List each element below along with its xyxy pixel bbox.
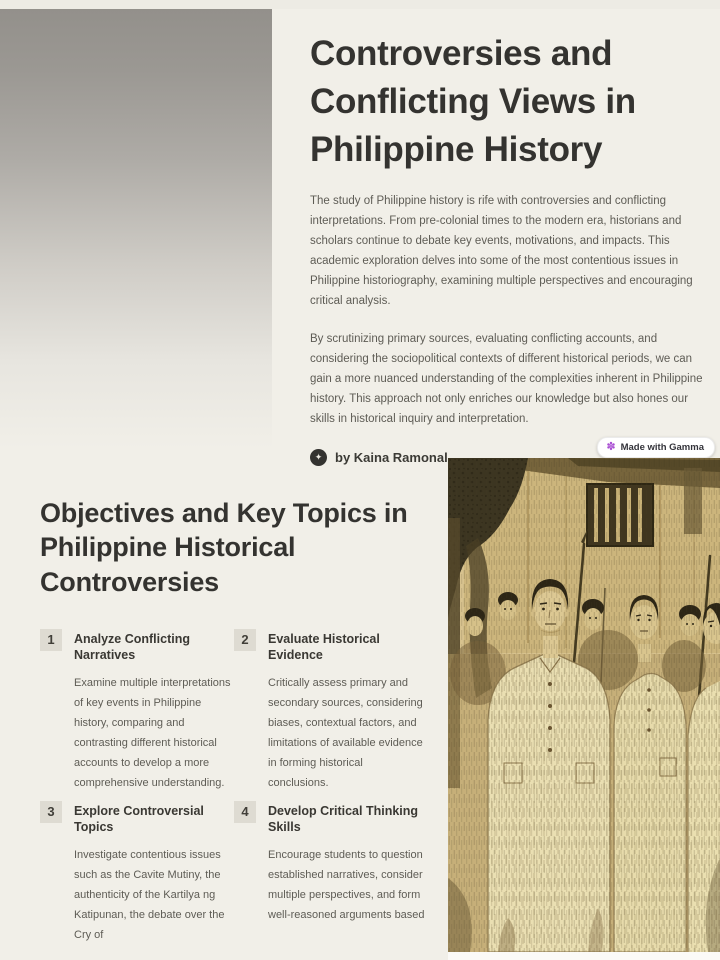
objective-item-2 (234, 629, 428, 793)
page-top-margin (0, 0, 720, 9)
item-number-badge: 3 (40, 801, 62, 823)
made-with-gamma-badge[interactable] (597, 437, 715, 458)
author-avatar-icon: ✦ (310, 449, 327, 466)
item-title: Explore Controversial Topics (74, 803, 204, 835)
objective-item-3 (40, 801, 234, 945)
gamma-flower-icon: ✽ (606, 441, 616, 453)
objective-item-1 (40, 629, 234, 793)
item-title: Evaluate Historical Evidence (268, 631, 380, 663)
section-heading: Objectives and Key Topics in Philippine Historical Controversies (40, 498, 408, 597)
hero-gradient-image (0, 9, 272, 449)
objective-item-4 (234, 801, 428, 945)
item-description: Investigate contentious issues such as the Cavite Mutiny, the authenticity of the Kartilya ng Katipunan, the debate over the Cry of (74, 848, 225, 941)
item-title: Analyze Conflicting Narratives (74, 631, 190, 663)
item-description: Critically assess primary and secondary sources, considering biases, contextual factors, and limitations of available evidence in forming historical conclusions. (268, 676, 423, 789)
item-description: Encourage students to question established narratives, consider multiple perspectives, and form well-reasoned arguments based (268, 848, 425, 921)
item-number-badge: 1 (40, 629, 62, 651)
page-bottom-margin (448, 952, 720, 960)
objectives-grid (40, 629, 440, 945)
hero-section (310, 30, 718, 466)
item-description: Examine multiple interpretations of key events in Philippine history, comparing and contrasting different historical accounts to develop a more comprehensive understanding. (74, 676, 231, 789)
byline-text: by Kaina Ramonal (335, 450, 448, 466)
hero-paragraph-1: The study of Philippine history is rife with controversies and conflicting interpretations. From pre-colonial times to the modern era, historians and scholars continue to debate key events, motivations, and impacts. This academic exploration delves into some of the most contentious issues in Philippine historiography, examining multiple perspectives and encouraging critical analysis. (310, 194, 693, 308)
item-number-badge: 4 (234, 801, 256, 823)
objectives-section (40, 496, 440, 945)
badge-label: Made with Gamma (620, 442, 704, 453)
hero-paragraph-2: By scrutinizing primary sources, evaluating conflicting accounts, and considering the sociopolitical contexts of different historical periods, we can gain a more nuanced understanding of the complexities inherent in Philippine history. This approach not only enriches our knowledge but also hones our skills in historical inquiry and interpretation. (310, 332, 703, 426)
item-number-badge: 2 (234, 629, 256, 651)
historical-illustration (448, 458, 720, 952)
page-title: Controversies and Conflicting Views in Philippine History (310, 34, 636, 169)
item-title: Develop Critical Thinking Skills (268, 803, 419, 835)
